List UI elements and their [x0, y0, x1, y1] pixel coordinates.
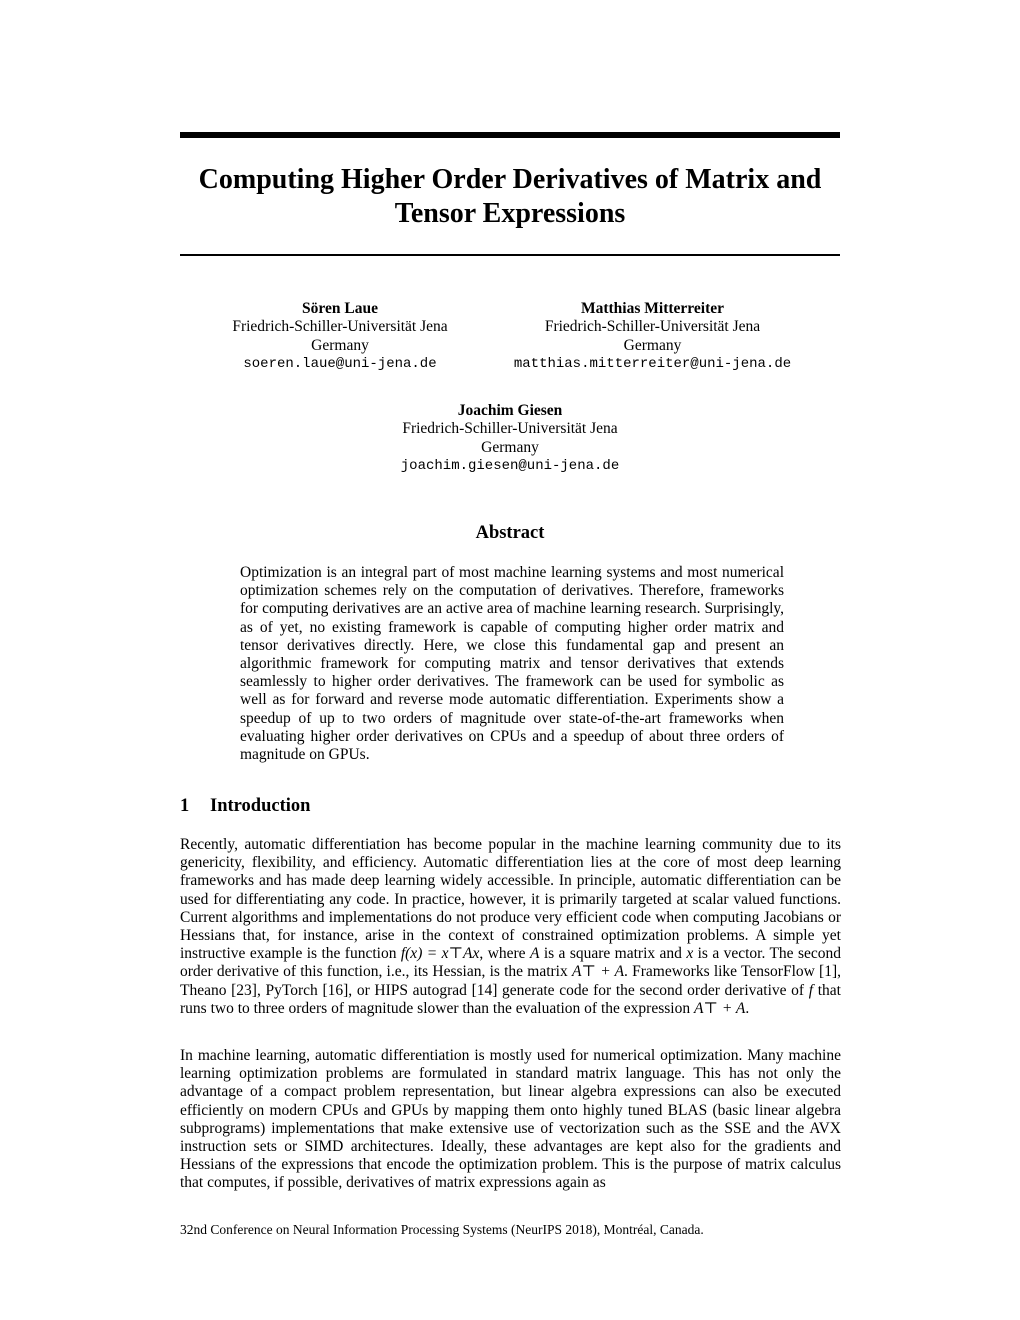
title-top-rule [180, 132, 840, 138]
text-run: . Frameworks like TensorFlow [1], Theano [23], PyTorch [16], or HIPS autograd [14] generate code for the second order derivative of [180, 963, 841, 999]
author-name: Matthias Mitterreiter [580, 300, 724, 317]
author-country: Germany [623, 336, 682, 354]
author-email[interactable]: soeren.laue@uni-jena.de [243, 356, 437, 373]
math-function: f(x) = x⊤Ax [400, 945, 480, 963]
author-name: Sören Laue [302, 300, 378, 317]
paper-title: Computing Higher Order Derivatives of Matrix and Tensor Expressions [198, 164, 822, 229]
conference-footer: 32nd Conference on Neural Information Processing Systems (NeurIPS 2018), Montréal, Canada. [180, 1222, 704, 1237]
math-expression: A⊤ + A [693, 999, 746, 1017]
author-country: Germany [481, 438, 539, 456]
text-run: , where [479, 945, 530, 963]
author-email[interactable]: joachim.giesen@uni-jena.de [400, 458, 620, 475]
author-email[interactable]: matthias.mitterreiter@uni-jena.de [513, 356, 792, 373]
author-affiliation: Friedrich-Schiller-Universität Jena [402, 420, 618, 438]
author-affiliation: Friedrich-Schiller-Universität Jena [232, 318, 448, 336]
author-block [495, 300, 810, 374]
math-hessian: A⊤ + A [571, 963, 625, 981]
intro-paragraph-2: In machine learning, automatic differentiation is mostly used for numerical optimization. Many machine learning optimization problems are formulated in standard matrix language. This has not only the advantage of a compact problem representation, but linear algebra expressions can also be executed efficiently on modern CPUs and GPUs by mapping them onto highly tuned BLAS (basic linear algebra subprograms) implementations that make extensive use of vectorization such as the SSE and the AVX instruction sets or SIMD architectures. Ideally, these advantages are kept also for the gradients and Hessians of the expressions that encode the optimization problem. This is the purpose of matrix calculus that computes, if possible, derivatives of matrix expressions again as [180, 1047, 841, 1192]
math-matrix-a: A [529, 945, 540, 963]
section-number: 1 [180, 796, 190, 816]
text-run: is a square matrix and [539, 945, 687, 963]
abstract-heading: Abstract [475, 523, 545, 543]
intro-paragraph-1 [180, 836, 841, 1018]
author-name: Joachim Giesen [457, 402, 563, 419]
author-affiliation: Friedrich-Schiller-Universität Jena [544, 318, 761, 336]
text-run: is a vector. The second order derivative of this function, i.e., its Hessian, is the matrix [180, 945, 842, 981]
text-run: . [745, 999, 750, 1017]
section-title: Introduction [210, 796, 311, 816]
section-heading [180, 796, 310, 817]
text-run: Recently, automatic differentiation has become popular in the machine learning community due to its genericity, flexibility, and efficiency. Automatic differentiation lies at the core of most deep learning frameworks and has made deep learning widely accessible. In principle, automatic differentiation can be used for differentiating any code. In practice, however, it is primarily targeted at scalar valued functions. Current algorithms and implementations do not produce very efficient code when computing Jacobians or Hessians that, for instance, arise in the context of constrained optimization problems. A simple yet instructive example is the function [180, 836, 841, 963]
abstract-text: Optimization is an integral part of most machine learning systems and most numerical optimization schemes rely on the computation of derivatives. Therefore, frameworks for computing derivatives are an active area of machine learning research. Surprisingly, as of yet, no existing framework is capable of computing higher order matrix and tensor derivatives directly. Here, we close this fundamental gap and present an algorithmic framework for computing matrix and tensor derivatives that extends seamlessly to higher order derivatives. The framework can be used for symbolic as well as for forward and reverse mode automatic differentiation. Experiments show a speedup of up to two orders of magnitude over state-of-the-art frameworks when evaluating higher order derivatives on CPUs and a speedup of about three orders of magnitude on GPUs. [240, 564, 784, 764]
title-bottom-rule [180, 254, 840, 256]
text-run: that runs two to three orders of magnitude slower than the evaluation of the expression [180, 981, 841, 1017]
math-vector-x: x [686, 945, 694, 963]
author-block [360, 402, 660, 476]
author-country: Germany [311, 336, 369, 354]
math-f: f [808, 981, 814, 999]
author-block [190, 300, 490, 374]
